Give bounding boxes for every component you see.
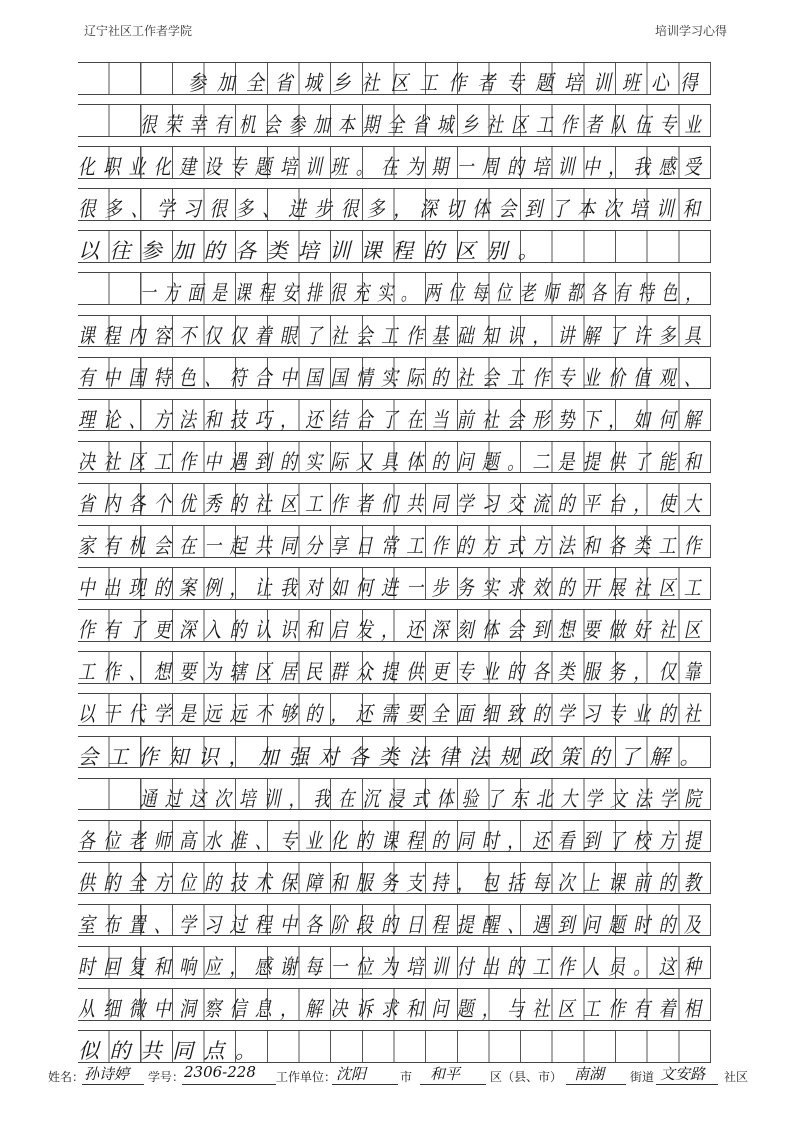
manuscript-grid	[78, 62, 711, 1072]
unit-city: 沈阳	[336, 1065, 367, 1083]
essay-line: 工作、想要为辖区居民群众提供更专业的各类服务，仅靠	[78, 660, 710, 685]
grid-row	[78, 988, 711, 1021]
grid-row	[78, 609, 711, 642]
essay-line: 通过这次培训，我在沉浸式体验了东北大学文法学院	[140, 786, 710, 811]
grid-row	[78, 651, 711, 684]
city-underline	[332, 1084, 398, 1085]
grid-row	[78, 104, 711, 137]
grid-row	[78, 862, 711, 895]
essay-line: 似的共同点。	[78, 1039, 267, 1064]
grid-row	[78, 230, 711, 263]
grid-row	[78, 357, 711, 390]
unit-district: 和平	[430, 1065, 461, 1083]
grid-row	[78, 188, 711, 221]
grid-row	[78, 146, 711, 179]
essay-line: 很荣幸有机会参加本期全省城乡社区工作者队伍专业	[140, 113, 710, 138]
essay-line: 室布置、学习过程中各阶段的日程提醒、遇到问题时的及	[78, 912, 710, 937]
essay-line: 供的全方位的技术保障和服务支持，包括每次上课前的教	[78, 870, 710, 895]
essay-line: 很多、学习很多、进步很多，深切体会到了本次培训和	[78, 197, 709, 222]
grid-row	[78, 315, 711, 348]
grid-row	[78, 946, 711, 979]
header-doc-type: 培训学习心得	[654, 24, 727, 38]
id-label: 学号：	[148, 1070, 185, 1084]
grid-row	[78, 1030, 711, 1063]
name-value: 孙诗婷	[84, 1065, 130, 1083]
grid-row	[78, 399, 711, 432]
grid-row	[78, 693, 711, 726]
city-label: 市	[400, 1070, 413, 1084]
grid-row	[78, 62, 711, 95]
essay-line: 有中国特色、符合中国国情实际的社会工作专业价值观、	[78, 365, 710, 390]
unit-label: 工作单位：	[276, 1070, 337, 1084]
district-underline	[420, 1084, 486, 1085]
grid-row	[78, 778, 711, 811]
signature-footer	[48, 1064, 753, 1088]
essay-title: 参加全省城乡社区工作者专题培训班心得	[188, 71, 709, 95]
unit-street: 南湖	[574, 1065, 605, 1083]
essay-line: 从细微中洞察信息，解决诉求和问题，与社区工作有着相	[78, 997, 710, 1022]
essay-line: 会工作知识，加强对各类法律法规政策的了解。	[78, 744, 710, 769]
essay-line: 中出现的案例，让我对如何进一步务实求效的开展社区工	[78, 576, 710, 601]
street-label: 街道	[630, 1070, 655, 1084]
essay-line: 各位老师高水准、专业化的课程的同时，还看到了校方提	[78, 828, 710, 853]
grid-row	[78, 272, 711, 305]
essay-line: 时回复和响应，感谢每一位为培训付出的工作人员。这种	[78, 954, 710, 979]
street-underline	[566, 1084, 626, 1085]
id-underline	[182, 1084, 276, 1085]
district-label: 区（县、市）	[490, 1070, 563, 1084]
grid-row	[78, 483, 711, 516]
grid-row	[78, 567, 711, 600]
essay-line: 化职业化建设专题培训班。在为期一周的培训中，我感受	[78, 155, 710, 180]
essay-line: 家有机会在一起共同分享日常工作的方式方法和各类工作	[78, 534, 710, 559]
grid-row	[78, 736, 711, 769]
essay-line: 省内各个优秀的社区工作者们共同学习交流的平台，使大	[78, 491, 710, 516]
header-institution: 辽宁社区工作者学院	[84, 24, 193, 38]
essay-line: 以往参加的各类培训课程的区别。	[78, 239, 549, 264]
unit-community: 文安路	[660, 1065, 706, 1083]
essay-line: 一方面是课程安排很充实。两位每位老师都各有特色，	[140, 281, 709, 306]
community-label: 社区	[724, 1070, 749, 1084]
grid-row	[78, 820, 711, 853]
id-value: 2306-228	[184, 1063, 256, 1081]
grid-row	[78, 904, 711, 937]
grid-row	[78, 525, 711, 558]
name-underline	[82, 1084, 144, 1085]
community-underline	[656, 1084, 718, 1085]
name-label: 姓名：	[48, 1070, 85, 1084]
essay-line: 作有了更深入的认识和启发，还深刻体会到想要做好社区	[78, 618, 710, 643]
essay-line: 课程内容不仅仅着眼了社会工作基础知识，讲解了许多具	[78, 323, 710, 348]
essay-line: 决社区工作中遇到的实际又具体的问题。二是提供了能和	[78, 449, 710, 474]
essay-line: 以干代学是远远不够的，还需要全面细致的学习专业的社	[78, 702, 710, 727]
essay-line: 理论、方法和技巧，还结合了在当前社会形势下，如何解	[78, 407, 710, 432]
grid-row	[78, 441, 711, 474]
